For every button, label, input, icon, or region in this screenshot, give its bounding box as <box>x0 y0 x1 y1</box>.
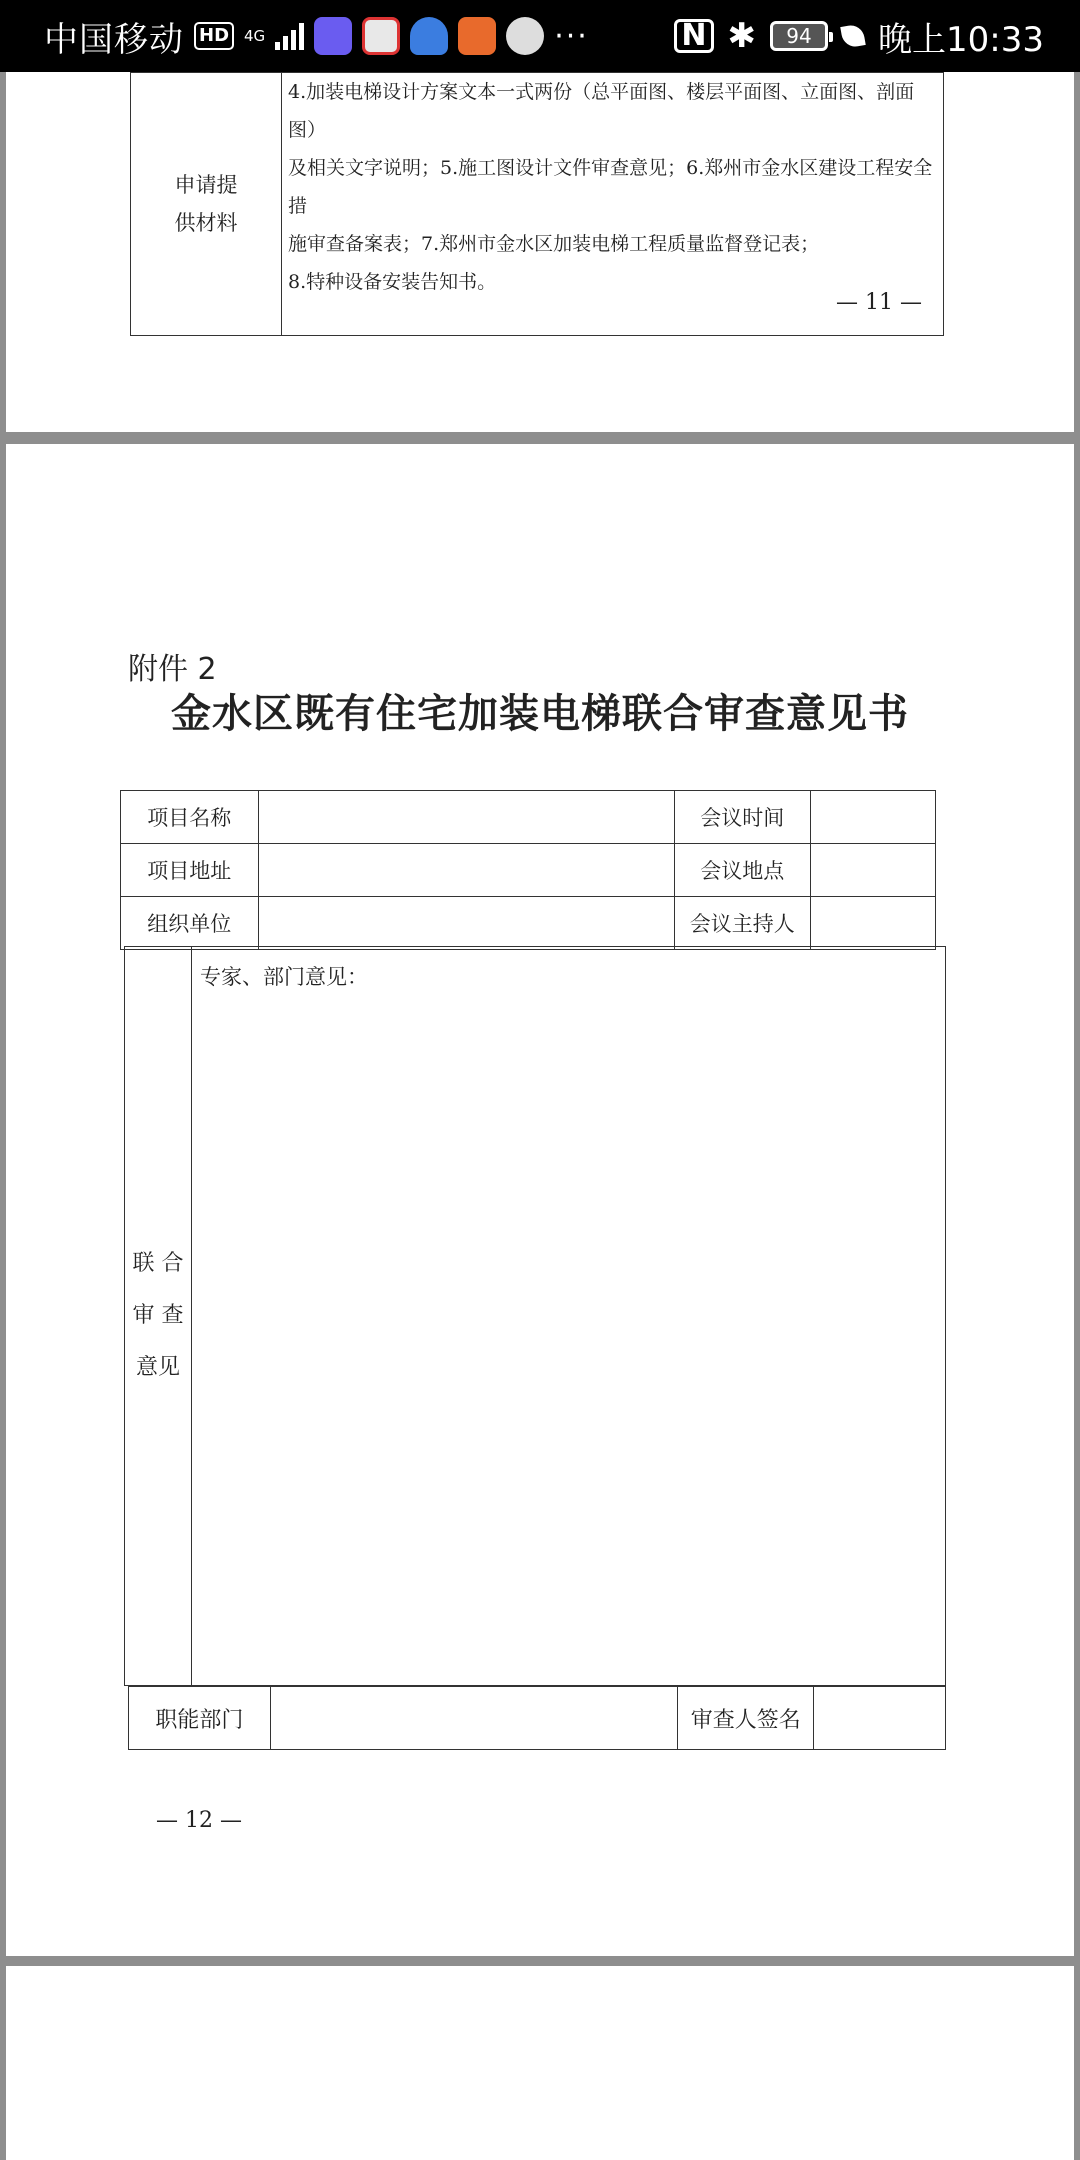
document-page-13[interactable] <box>6 1966 1074 2160</box>
chat-app-icon <box>410 17 448 55</box>
organizer-value <box>258 897 675 950</box>
status-bar <box>0 0 1080 72</box>
opinion-area <box>192 947 946 1686</box>
meeting-time-value <box>810 791 935 844</box>
materials-line: 及相关文字说明；5.施工图设计文件审查意见；6.郑州市金水区建设工程安全措 <box>288 157 933 217</box>
battery-icon <box>770 21 828 51</box>
reviewer-signature-value <box>814 1687 946 1750</box>
project-name-value <box>258 791 675 844</box>
meeting-place-label: 会议地点 <box>675 844 810 897</box>
meeting-host-label: 会议主持人 <box>675 897 810 950</box>
video-app-icon <box>314 17 352 55</box>
materials-line: 8.特种设备安装告知书。 <box>288 271 497 293</box>
meeting-time-label: 会议时间 <box>675 791 810 844</box>
document-page-12[interactable] <box>6 444 1074 1956</box>
materials-table <box>130 72 944 336</box>
materials-label: 申请提供材料 <box>131 73 282 336</box>
project-address-label: 项目地址 <box>121 844 259 897</box>
media-app-icon <box>458 17 496 55</box>
document-page-11[interactable] <box>6 72 1074 432</box>
signal-icon <box>275 22 304 50</box>
attachment-label: 附件 2 <box>128 652 217 687</box>
materials-line: 4.加装电梯设计方案文本一式两份（总平面图、楼层平面图、立面图、剖面图） <box>288 81 915 141</box>
joint-review-label: 联 合 审 查 意见 <box>125 947 192 1686</box>
signature-table <box>128 1686 946 1750</box>
project-info-table <box>120 790 936 950</box>
carrier-name: 中国移动 <box>44 19 184 60</box>
page-number: — 12 — <box>156 1808 242 1833</box>
audio-app-icon <box>506 17 544 55</box>
reviewer-signature-label: 审查人签名 <box>678 1687 814 1750</box>
weibo-icon <box>362 17 400 55</box>
project-address-value <box>258 844 675 897</box>
meeting-place-value <box>810 844 935 897</box>
department-value <box>270 1687 677 1750</box>
project-name-label: 项目名称 <box>121 791 259 844</box>
network-type: 4G <box>244 26 266 45</box>
page-number: — 11 — <box>836 290 922 315</box>
power-saving-leaf-icon <box>840 23 865 48</box>
battery-level: 94 <box>786 24 812 48</box>
hd-icon: HD <box>194 22 234 50</box>
bluetooth-icon: ✱ <box>727 16 757 56</box>
department-label: 职能部门 <box>129 1687 271 1750</box>
materials-line: 施审查备案表；7.郑州市金水区加装电梯工程质量监督登记表； <box>288 233 820 255</box>
organizer-label: 组织单位 <box>121 897 259 950</box>
opinion-prompt: 专家、部门意见： <box>200 965 368 989</box>
clock: 晚上10:33 <box>878 19 1044 60</box>
more-notifications-icon: ··· <box>554 18 589 54</box>
document-title: 金水区既有住宅加装电梯联合审查意见书 <box>171 690 909 737</box>
nfc-icon: N <box>674 19 713 53</box>
meeting-host-value <box>810 897 935 950</box>
joint-review-table <box>124 946 946 1686</box>
